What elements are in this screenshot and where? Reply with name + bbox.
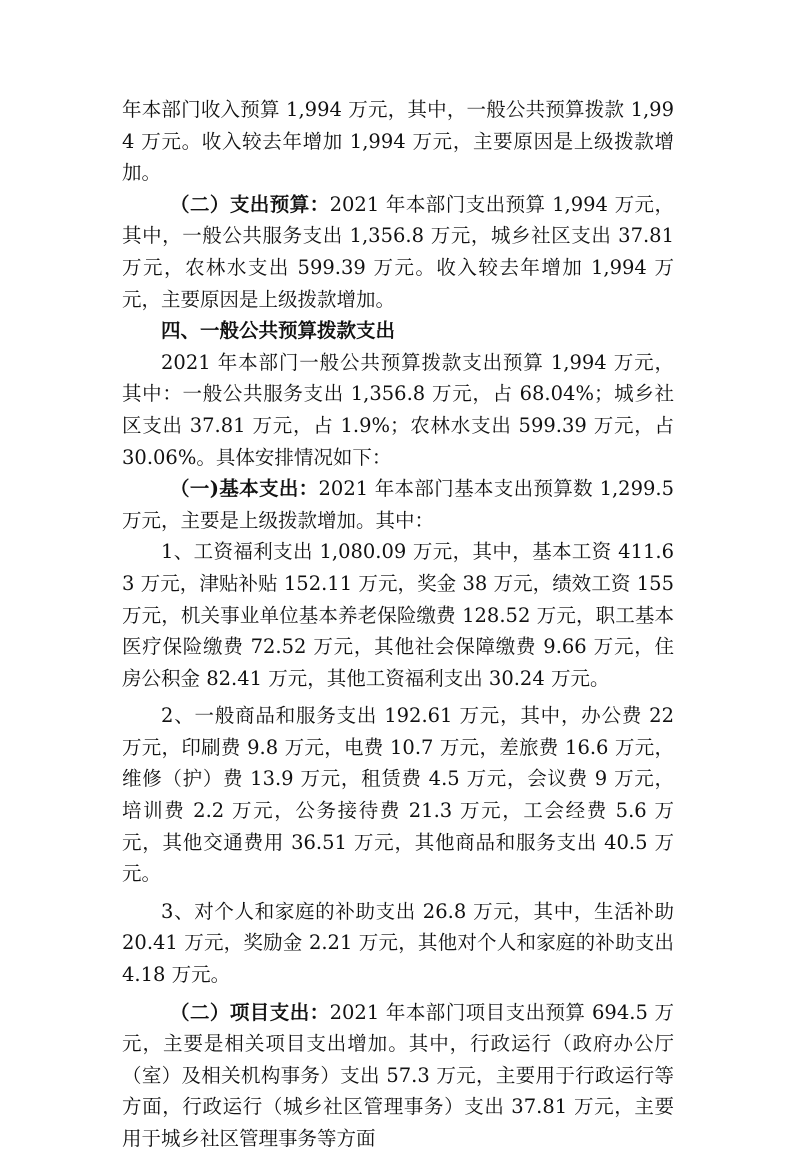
paragraph-salary-welfare — [122, 536, 674, 694]
household-subsidy-text: 3、对个人和家庭的补助支出 26.8 万元，其中，生活补助 20.41 万元，奖励金 2.21 万元，其他对个人和家庭的补助支出 4.18 万元。 — [122, 899, 674, 987]
basic-expenditure-text: 2021 年本部门基本支出预算数 1,299.5 万元，主要是上级拨款增加。其中： — [122, 477, 674, 532]
paragraph-project-expenditure — [122, 997, 674, 1155]
paragraph-income-budget — [122, 94, 674, 189]
project-expenditure-text: 2021 年本部门项目支出预算 694.5 万元，主要是相关项目支出增加。其中，行政运行（政府办公厅（室）及相关机构事务）支出 57.3 万元，主要用于行政运行等方面，行政运行（城乡社区管理事务）支出 37.81 万元，主要用于城乡社区管理事务等方面 — [122, 1000, 674, 1150]
goods-services-text: 2、一般商品和服务支出 192.61 万元，其中，办公费 22 万元，印刷费 9.8 万元，电费 10.7 万元，差旅费 16.6 万元，维修（护）费 13.9 万元，租赁费 4.5 万元，会议费 9 万元，培训费 2.2 万元，公务接待费 21.3 万元，工会经费 5.6 万元，其他交通费用 36.51 万元，其他商品和服务支出 40.5 万元。 — [122, 704, 674, 886]
document-page — [122, 94, 674, 1155]
paragraph-household-subsidy — [122, 896, 674, 991]
paragraph-expenditure-budget — [122, 189, 674, 315]
paragraph-general-budget-summary — [122, 347, 674, 473]
salary-welfare-text: 1、工资福利支出 1,080.09 万元，其中，基本工资 411.63 万元，津贴补贴 152.11 万元，奖金 38 万元，绩效工资 155 万元，机关事业单位基本养老保险缴费 128.52 万元，职工基本医疗保险缴费 72.52 万元，其他社会保障缴费 9.66 万元，住房公积金 82.41 万元，其他工资福利支出 30.24 万元。 — [122, 540, 674, 690]
paragraph-basic-expenditure — [122, 473, 674, 536]
general-budget-summary-text: 2021 年本部门一般公共预算拨款支出预算 1,994 万元，其中：一般公共服务支出 1,356.8 万元，占 68.04%；城乡社区支出 37.81 万元，占 1.9%；农林水支出 599.39 万元，占 30.06%。具体安排情况如下： — [122, 350, 674, 469]
section-heading-general-budget: 四、一般公共预算拨款支出 — [161, 319, 396, 343]
income-budget-text: 年本部门收入预算 1,994 万元，其中，一般公共预算拨款 1,994 万元。收入较去年增加 1,994 万元，主要原因是上级拨款增加。 — [122, 98, 674, 185]
project-expenditure-label: （二）项目支出： — [170, 1000, 330, 1024]
expenditure-budget-text: 2021 年本部门支出预算 1,994 万元，其中，一般公共服务支出 1,356.8 万元，城乡社区支出 37.81 万元，农林水支出 599.39 万元。收入较去年增加 1,994 万元，主要原因是上级拨款增加。 — [122, 192, 674, 311]
basic-expenditure-label: （一)基本支出： — [170, 477, 319, 501]
paragraph-goods-services — [122, 700, 674, 890]
expenditure-budget-label: （二）支出预算： — [170, 192, 330, 216]
